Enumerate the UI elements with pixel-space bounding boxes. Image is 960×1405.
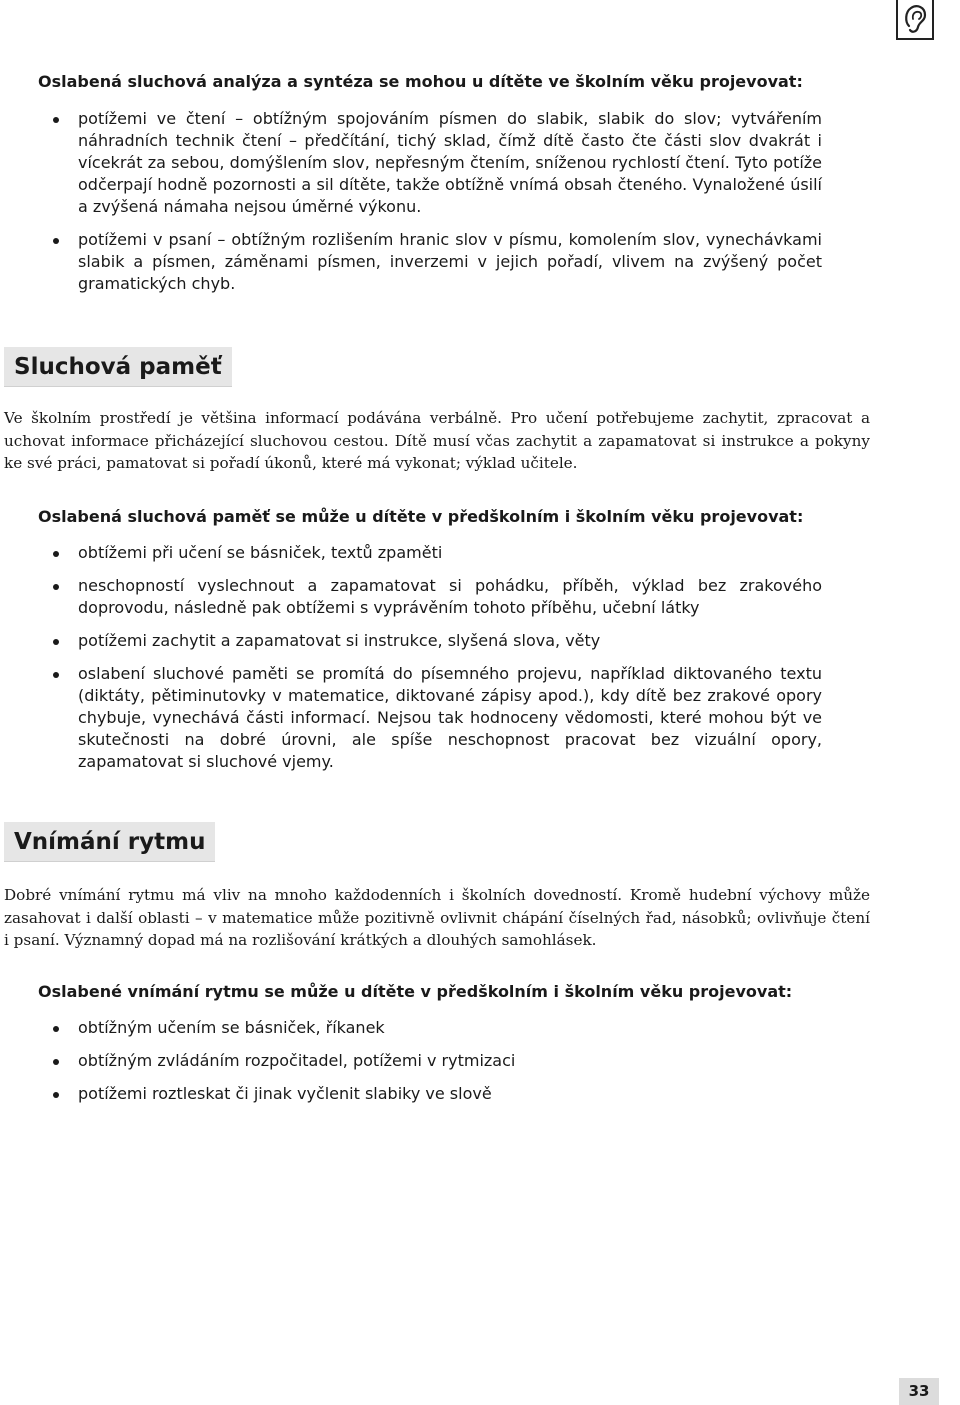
page-number: 33 (899, 1378, 939, 1405)
list-item: potížemi zachytit a zapamatovat si instrukce, slyšená slova, věty (0, 630, 822, 652)
ear-icon-box (896, 0, 934, 40)
section-heading-auditory-analysis: Oslabená sluchová analýza a syntéza se mohou u dítěte ve školním věku projevovat: (38, 72, 803, 91)
list-item: potížemi ve čtení – obtížným spojováním písmen do slabik, slabik do slov; vytvářením náhradních technik čtení – předčítání, tichý sklad, čímž dítě často čte části slov dvakrát i vícekrát za sebou, domýšlením slov, nepřesným čtením, sníženou rychlostí čtení. Tyto potíže odčerpají hodně pozornosti a sil dítěte, takže obtížně vnímá obsah čteného. Vynaložené úsilí a zvýšená námaha nejsou úměrné výkonu. (0, 108, 822, 218)
auditory-analysis-list (0, 108, 822, 306)
list-item: obtížným učením se básniček, říkanek (0, 1017, 822, 1039)
rhythm-perception-list (0, 1017, 822, 1116)
paragraph-rhythm-perception: Dobré vnímání rytmu má vliv na mnoho každodenních i školních dovedností. Kromě hudební výchovy může zasahovat i další oblasti – v matematice může pozitivně ovlivnit chápání číselných řad, násobků; ovlivňuje čtení i psaní. Významný dopad má na rozlišování krátkých a dlouhých samohlásek. (4, 886, 870, 949)
ear-icon (898, 0, 932, 38)
list-item: obtížným zvládáním rozpočitadel, potížemi v rytmizaci (0, 1050, 822, 1072)
paragraph-auditory-memory: Ve školním prostředí je většina informací podávána verbálně. Pro učení potřebujeme zachytit, zpracovat a uchovat informace přicházející sluchovou cestou. Dítě musí včas zachytit a zapamatovat si instrukce a pokyny ke své práci, pamatovat si pořadí úkonů, které má vykonat; výklad učitele. (4, 409, 870, 472)
list-item: potížemi v psaní – obtížným rozlišením hranic slov v písmu, komolením slov, vynechávkami slabik a písmen, záměnami písmen, inverzemi v jejich pořadí, vlivem na zvýšený počet gramatických chyb. (0, 229, 822, 295)
section-heading-auditory-memory: Oslabená sluchová paměť se může u dítěte v předškolním i školním věku projevovat: (38, 507, 804, 526)
list-item: potížemi roztleskat či jinak vyčlenit slabiky ve slově (0, 1083, 822, 1105)
list-item: obtížemi při učení se básniček, textů zpaměti (0, 542, 822, 564)
section-title-rhythm-perception: Vnímání rytmu (4, 822, 215, 862)
section-title-auditory-memory: Sluchová paměť (4, 347, 232, 387)
list-item: oslabení sluchové paměti se promítá do písemného projevu, například diktovaného textu (diktáty, pětiminutovky v matematice, diktované zápisy apod.), kdy dítě bez zrakové opory chybuje, vynechává části informací. Nejsou tak hodnoceny vědomosti, které mohou být ve skutečnosti na dobré úrovni, ale spíše neschopnost pracovat bez vizuální opory, zapamatovat si sluchové vjemy. (0, 663, 822, 773)
list-item: neschopností vyslechnout a zapamatovat si pohádku, příběh, výklad bez zrakového doprovodu, následně pak obtížemi s vyprávěním tohoto příběhu, učební látky (0, 575, 822, 619)
section-heading-rhythm-perception: Oslabené vnímání rytmu se může u dítěte v předškolním i školním věku projevovat: (38, 982, 793, 1001)
auditory-memory-list (0, 542, 822, 784)
